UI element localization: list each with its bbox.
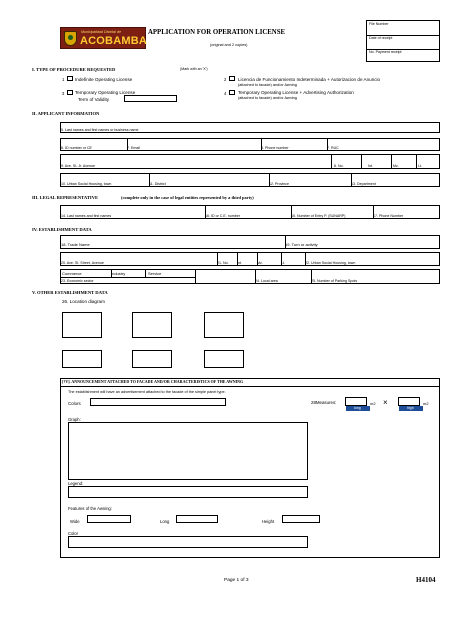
form-subtitle: (original and 2 copies) [210, 43, 248, 47]
coat-of-arms-icon [64, 31, 77, 46]
section-4-title: IV. ESTABLISHMENT DATA [32, 227, 92, 232]
height-input[interactable] [282, 515, 320, 523]
option-2-checkbox[interactable] [229, 76, 235, 81]
section-1-title: I. TYPE OF PROCEDURE REQUESTED [32, 67, 116, 72]
legend-label: Legend: [68, 481, 84, 486]
address-lt-label: Lt. [418, 164, 422, 168]
measure-high-input[interactable] [398, 397, 420, 406]
applicant-row2 [60, 138, 440, 151]
sector-service[interactable]: Service [148, 271, 162, 276]
office-use-box [366, 20, 440, 62]
payment-receipt-field[interactable]: No. Payment receipt [369, 50, 402, 54]
est-int-label: Int. [237, 261, 242, 265]
option-4-number: 4 [224, 91, 227, 96]
option-1-number: 1 [62, 77, 65, 82]
rep-name-label: 14. Last names and first names [61, 214, 112, 218]
establishment-row2 [60, 252, 440, 266]
address-no-label: 8. No. [334, 164, 344, 168]
option-1-label: Indefinite Operating License [75, 77, 133, 82]
est-address-label: 20. Ave. St. Street, Avenue [61, 261, 104, 265]
sector-industry[interactable]: Industry [111, 271, 126, 276]
measures-label: 28Measures: [311, 400, 337, 405]
parking-label: 25. Number of Parking Spots [311, 279, 358, 283]
address-mz-label: Mz. [393, 164, 399, 168]
long2-input[interactable] [176, 515, 218, 523]
option-1-checkbox[interactable] [67, 76, 73, 81]
est-mz-label: Mz. [257, 261, 263, 265]
logo [60, 27, 146, 49]
activity-label: 19. Turn or activity [285, 242, 318, 247]
applicant-name-label: 5. Last names and first names or business name [61, 128, 139, 132]
diagram-block-1 [62, 312, 102, 338]
long-label: long [354, 406, 361, 410]
long2-label: Long [160, 519, 170, 524]
option-2-label: Licencia de Funcionamiento Indeterminada + Autorizacion de Anuncio [238, 77, 381, 82]
diagram-block-3 [204, 312, 244, 338]
rep-entry-label: 15. Number of Entry P. (SUNARP) [291, 214, 346, 218]
applicant-row4 [60, 173, 440, 187]
form-code: H4104 [416, 576, 436, 584]
diagram-block-5 [132, 350, 172, 368]
logo-name: ACOBAMBA [80, 35, 147, 47]
trade-name-label: 18. Trade Name [61, 242, 90, 247]
page-number: Page 1 of 3 [224, 578, 249, 583]
term-validity-input[interactable] [124, 95, 177, 102]
logo-top-text: Municipalidad Distrital de [81, 30, 121, 34]
province-label: 12. Province [269, 182, 289, 186]
est-lt-label: Lt. [281, 261, 285, 265]
id-number-label: 6. ID number or CE [61, 146, 92, 150]
features-label: Features of the Awning: [68, 506, 112, 511]
section-3-title: III. LEGAL REPRESENTATIVE [32, 195, 99, 200]
wide-label: Wide [70, 519, 80, 524]
times-icon: × [383, 398, 388, 407]
option-3-checkbox[interactable] [67, 90, 73, 95]
email-label: 7. Email [127, 146, 140, 150]
measure-high-unit: m2 [423, 401, 429, 406]
high-label: high [407, 406, 414, 410]
ruc-label: 7. RUC [327, 146, 339, 150]
file-number-field[interactable]: File Number [369, 22, 389, 26]
location-diagram-label: 26. Location diagram [62, 299, 105, 304]
district-label: 11. District [149, 182, 166, 186]
economic-sector-label: 23. Economic sector [61, 279, 94, 283]
rep-phone-label: 17. Phone Number [373, 214, 404, 218]
urb-label: 10. Urban Social Housing, town [61, 182, 112, 186]
department-label: 13. Department [351, 182, 376, 186]
est-no-label: 21. No. [217, 261, 229, 265]
option-3-label: Temporary Operating License [75, 90, 136, 95]
legend-area[interactable] [68, 486, 308, 498]
option-2-number: 2 [224, 77, 227, 82]
sector-commerce[interactable]: Commerce [62, 271, 82, 276]
graph-label: Graph: [68, 417, 81, 422]
diagram-block-4 [62, 350, 102, 368]
est-urb-label: 22. Urban Social Housing, town [305, 261, 356, 265]
form-title: APPLICATION FOR OPERATION LICENSE [148, 29, 286, 36]
colors-input[interactable] [90, 398, 226, 406]
applicant-row3 [60, 154, 440, 169]
address-int-label: Int. [368, 164, 373, 168]
color-label: Color [68, 531, 79, 536]
section-3-note: (complete only in the case of legal entities represented by a third party) [121, 195, 254, 200]
rep-id-label: 16. ID or C.E. number [205, 214, 240, 218]
option-4-label: Temporary Operating License + Advertising Authorization [238, 90, 354, 95]
option-4-checkbox[interactable] [229, 90, 235, 95]
mark-hint: (Mark with an 'X') [180, 67, 208, 71]
option-4-label2: (attached to facade) and/or Awning [238, 96, 297, 100]
option-3-number: 3 [62, 91, 65, 96]
section-6-title: [?V]. ANNOUNCEMENT ATTACHED TO FACADE AND/OR CHARACTERISTICS OF THE AWNING [62, 379, 244, 384]
colors-label: Colors [68, 401, 81, 406]
date-receipt-field[interactable]: Date of receipt [369, 36, 393, 40]
wide-input[interactable] [87, 515, 131, 523]
section-5-title: V. OTHER ESTABLISHMENT DATA [32, 290, 108, 295]
phone-label: 8. Phone number [261, 146, 289, 150]
diagram-block-6 [204, 350, 244, 368]
measure-long-input[interactable] [345, 397, 367, 406]
address-label: 9. Ave. St. Jr. Avenue [61, 164, 96, 168]
section-2-title: II. APPLICANT INFORMATION [32, 111, 100, 116]
measure-long-unit: m2 [370, 401, 376, 406]
color-input[interactable] [68, 536, 308, 548]
option-3-validity: Term of Validity [78, 97, 110, 102]
diagram-block-2 [132, 312, 172, 338]
local-area-label: 24. Local area [255, 279, 278, 283]
establishment-row1 [60, 235, 440, 249]
awning-intro: The establishment will have an advertisement attached to the facade of the simple panel type. [68, 390, 226, 394]
height-label: Height [262, 519, 275, 524]
graph-area[interactable] [68, 422, 308, 480]
option-2-label2: (attached to facade) and/or Awning [238, 83, 297, 87]
